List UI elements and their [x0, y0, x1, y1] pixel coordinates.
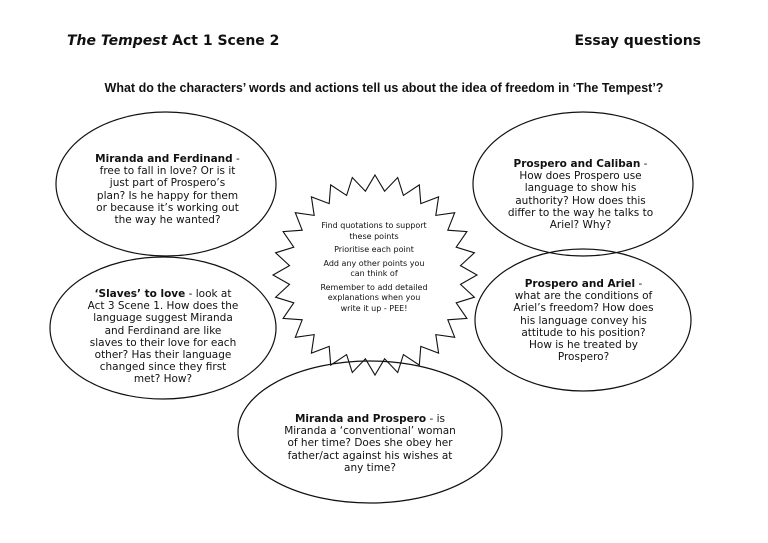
scene-label: Act 1 Scene 2 [167, 33, 280, 49]
main-question: What do the characters’ words and actions tell us about the idea of freedom in ‘The Tempest’? [104, 81, 664, 95]
bubble-prospero-ariel [511, 278, 656, 363]
bubble-heading: ‘Slaves’ to love [94, 288, 186, 300]
tip-prioritise: Prioritise each point [334, 245, 414, 254]
bubble-heading: Prospero and Caliban [513, 158, 641, 170]
play-title: The Tempest [67, 33, 168, 49]
bubble-prospero-caliban [503, 158, 658, 231]
bubble-body: - is Miranda a ‘conventional’ woman of her time? Does she obey her father/act against his wishes at any time? [284, 413, 456, 474]
bubble-slaves-to-love [87, 288, 239, 386]
bubble-body: - How does Prospero use language to show his authority? How does this differ to the way he talks to Ariel? Why? [507, 158, 654, 232]
bubble-body: - look at Act 3 Scene 1. How does the language suggest Miranda and Ferdinand are like slaves to their love for each other? Has their language changed since they first met? How? [87, 288, 239, 386]
bubble-body: - free to fall in love? Or is it just part of Prospero’s plan? Is he happy for them or because it’s working out the way he wanted? [96, 153, 240, 227]
bubble-miranda-prospero [281, 413, 459, 474]
bubble-miranda-ferdinand [95, 153, 240, 226]
bubble-body: - what are the conditions of Ariel’s freedom? How does his language convey his attitude to his position? How is he treated by Prospero? [513, 278, 654, 364]
starburst-tips [320, 221, 428, 317]
bubble-heading: Prospero and Ariel [524, 278, 636, 290]
tip-add-points: Add any other points you can think of [323, 258, 425, 278]
bubble-heading: Miranda and Prospero [294, 413, 427, 425]
bubble-heading: Miranda and Ferdinand [95, 153, 233, 165]
essay-questions-label: Essay questions [574, 33, 701, 49]
tip-remember-explanations: Remember to add detailed explanations when you write it up - PEE! [320, 282, 428, 313]
tip-find-quotations: Find quotations to support these points [321, 221, 427, 241]
